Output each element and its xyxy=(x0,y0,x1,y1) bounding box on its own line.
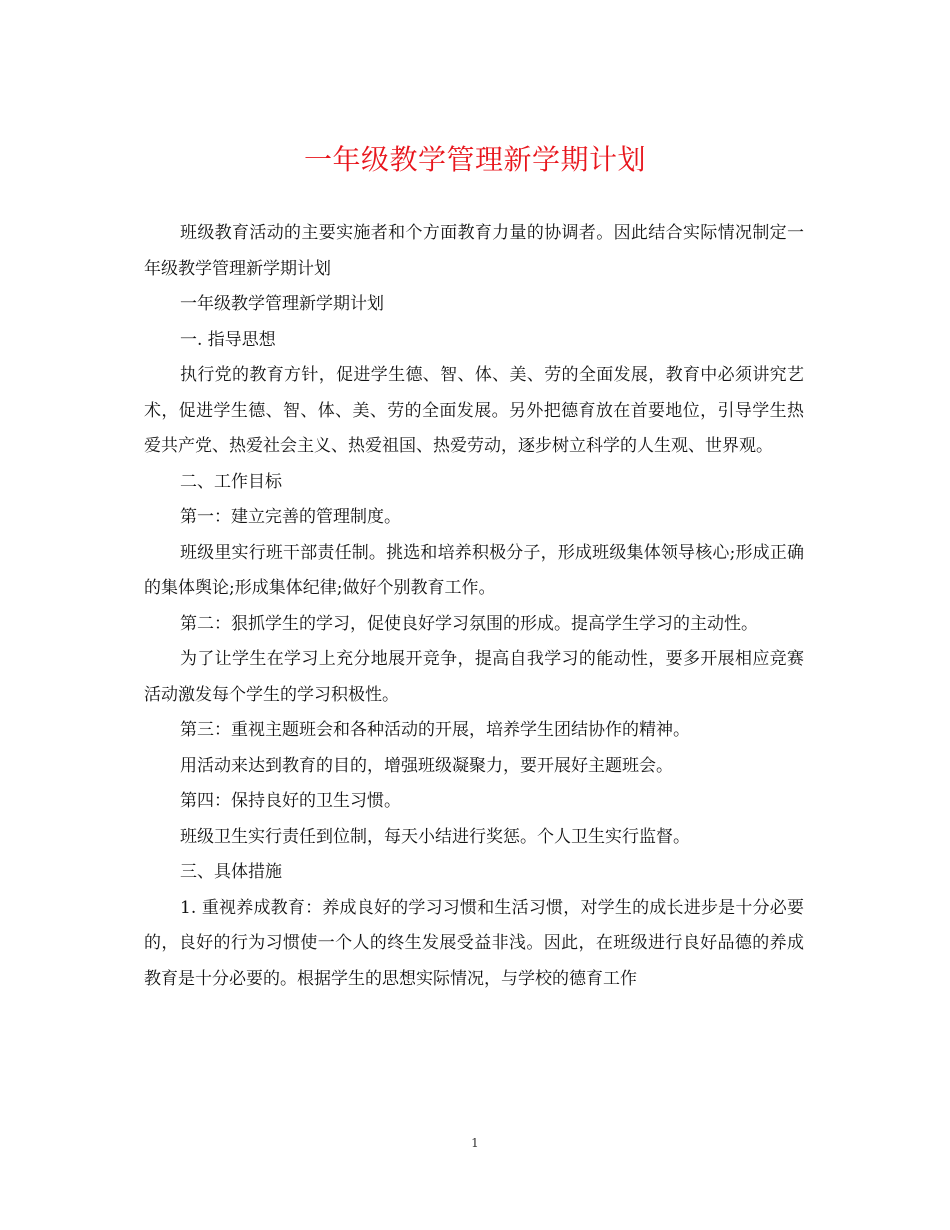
goal-heading-fourth: 第四：保持良好的卫生习惯。 xyxy=(180,791,401,811)
paragraph-intro: 班级教育活动的主要实施者和个方面教育力量的协调者。因此结合实际情况制定一年级教学管理新学期计划 xyxy=(144,223,804,279)
paragraph-measure-first: 1. 重视养成教育：养成良好的学习习惯和生活习惯，对学生的成长进步是十分必要的，良好的行为习惯使一个人的终生发展受益非浅。因此，在班级进行良好品德的养成教育是十分必要的。根据学生的思想实际情况，与学校的德育工作 xyxy=(144,897,804,989)
document-body xyxy=(144,216,804,997)
document-title: 一年级教学管理新学期计划 xyxy=(303,143,646,176)
page-number: 1 xyxy=(471,1136,479,1150)
section-heading-work-goals: 二、工作目标 xyxy=(180,471,282,492)
paragraph-guiding-thought: 执行党的教育方针，促进学生德、智、体、美、劳的全面发展，教育中必须讲究艺术，促进学生德、智、体、美、劳的全面发展。另外把德育放在首要地位，引导学生热爱共产党、热爱社会主义、热爱祖国、热爱劳动，逐步树立科学的人生观、世界观。 xyxy=(144,365,804,456)
paragraph-subtitle: 一年级教学管理新学期计划 xyxy=(180,294,384,314)
paragraph-goal-third: 用活动来达到教育的目的，增强班级凝聚力，要开展好主题班会。 xyxy=(180,755,673,776)
paragraph-goal-fourth: 班级卫生实行责任到位制，每天小结进行奖惩。个人卫生实行监督。 xyxy=(180,826,690,847)
section-heading-measures: 三、具体措施 xyxy=(180,862,282,882)
goal-heading-third: 第三：重视主题班会和各种活动的开展，培养学生团结协作的精神。 xyxy=(180,720,690,740)
goal-heading-first: 第一：建立完善的管理制度。 xyxy=(180,507,401,527)
goal-heading-second: 第二：狠抓学生的学习，促使良好学习氛围的形成。提高学生学习的主动性。 xyxy=(180,613,758,634)
section-heading-guiding-thought: 一. 指导思想 xyxy=(180,329,276,350)
paragraph-goal-second: 为了让学生在学习上充分地展开竞争，提高自我学习的能动性，要多开展相应竞赛活动激发每个学生的学习积极性。 xyxy=(144,649,804,705)
paragraph-goal-first: 班级里实行班干部责任制。挑选和培养积极分子，形成班级集体领导核心;形成正确的集体舆论;形成集体纪律;做好个别教育工作。 xyxy=(144,542,804,598)
